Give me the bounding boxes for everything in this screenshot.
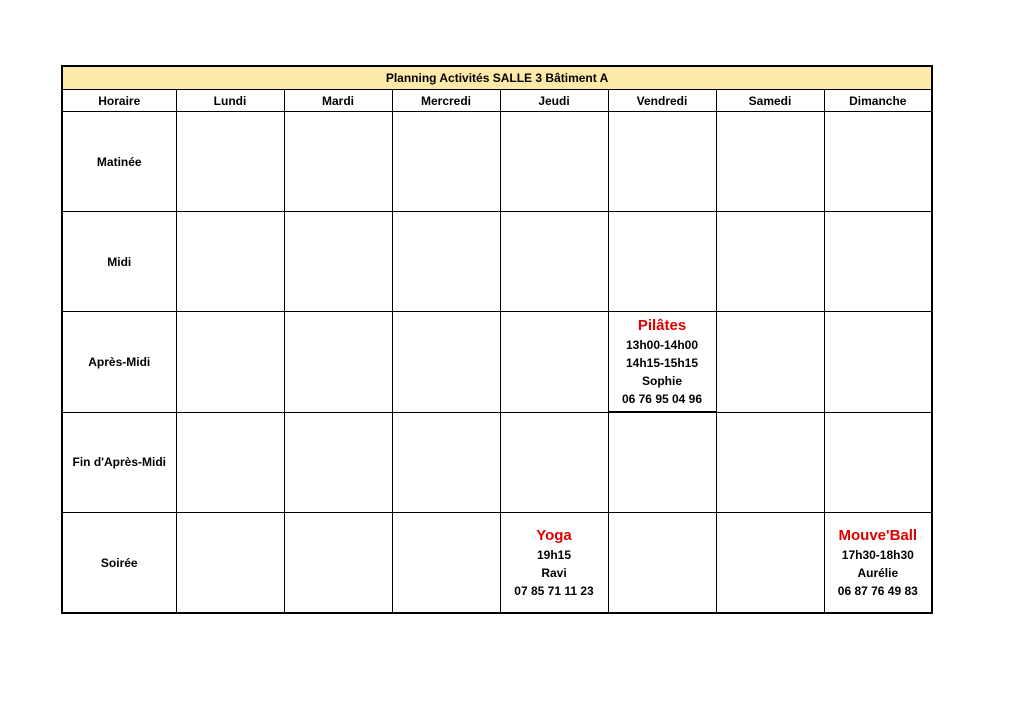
header-horaire: Horaire — [62, 90, 176, 112]
planning-sheet — [61, 65, 931, 614]
row-label-apres-midi: Après-Midi — [62, 312, 176, 413]
table-cell[interactable] — [284, 112, 392, 212]
table-cell[interactable] — [608, 112, 716, 212]
table-cell[interactable] — [716, 412, 824, 513]
planning-table — [61, 65, 933, 614]
table-cell[interactable] — [176, 312, 284, 413]
activity-schedule: 14h15-15h15 — [625, 355, 699, 370]
table-row — [62, 513, 932, 614]
activity-schedule: 13h00-14h00 — [625, 337, 699, 352]
table-cell[interactable] — [176, 513, 284, 614]
table-cell[interactable] — [392, 212, 500, 312]
header-row — [62, 90, 932, 112]
table-cell[interactable] — [824, 412, 932, 513]
table-row — [62, 212, 932, 312]
header-dimanche: Dimanche — [824, 90, 932, 112]
activity-instructor: Ravi — [541, 565, 567, 580]
table-row — [62, 312, 932, 413]
header-mercredi: Mercredi — [392, 90, 500, 112]
header-lundi: Lundi — [176, 90, 284, 112]
table-cell[interactable] — [392, 412, 500, 513]
table-cell[interactable] — [176, 112, 284, 212]
row-label-matinee: Matinée — [62, 112, 176, 212]
activity-schedule: 19h15 — [536, 547, 572, 562]
activity-name: Pilâtes — [637, 316, 687, 334]
table-cell[interactable] — [392, 112, 500, 212]
table-cell[interactable] — [716, 312, 824, 413]
table-cell[interactable] — [176, 212, 284, 312]
header-mardi: Mardi — [284, 90, 392, 112]
table-cell[interactable] — [284, 513, 392, 614]
header-vendredi: Vendredi — [608, 90, 716, 112]
header-samedi: Samedi — [716, 90, 824, 112]
table-row — [62, 412, 932, 513]
table-cell[interactable] — [824, 112, 932, 212]
activity-cell-pilates[interactable] — [608, 312, 716, 413]
activity-phone: 07 85 71 11 23 — [514, 583, 594, 598]
table-cell[interactable] — [608, 412, 716, 513]
table-cell[interactable] — [392, 513, 500, 614]
table-cell[interactable] — [608, 513, 716, 614]
activity-cell-yoga[interactable] — [500, 513, 608, 614]
table-cell[interactable] — [176, 412, 284, 513]
row-label-midi: Midi — [62, 212, 176, 312]
table-row — [62, 112, 932, 212]
table-cell[interactable] — [716, 212, 824, 312]
activity-schedule: 17h30-18h30 — [841, 547, 914, 562]
activity-name: Yoga — [536, 526, 572, 544]
activity-name: Mouve'Ball — [838, 526, 918, 544]
activity-instructor: Sophie — [641, 373, 682, 388]
table-cell[interactable] — [500, 212, 608, 312]
table-cell[interactable] — [392, 312, 500, 413]
table-cell[interactable] — [608, 212, 716, 312]
header-jeudi: Jeudi — [500, 90, 608, 112]
page-title: Planning Activités SALLE 3 Bâtiment A — [62, 66, 932, 90]
table-cell[interactable] — [500, 112, 608, 212]
title-row — [62, 66, 932, 90]
table-cell[interactable] — [716, 112, 824, 212]
row-label-fin-apres-midi: Fin d'Après-Midi — [62, 412, 176, 513]
table-cell[interactable] — [500, 412, 608, 513]
activity-phone: 06 87 76 49 83 — [837, 583, 918, 598]
table-cell[interactable] — [716, 513, 824, 614]
table-cell[interactable] — [284, 212, 392, 312]
table-cell[interactable] — [824, 312, 932, 413]
table-cell[interactable] — [284, 312, 392, 413]
table-cell[interactable] — [824, 212, 932, 312]
table-cell[interactable] — [284, 412, 392, 513]
activity-cell-mouveball[interactable] — [824, 513, 932, 614]
row-label-soiree: Soirée — [62, 513, 176, 614]
table-cell[interactable] — [500, 312, 608, 413]
activity-instructor: Aurélie — [857, 565, 899, 580]
activity-phone: 06 76 95 04 96 — [621, 391, 703, 406]
